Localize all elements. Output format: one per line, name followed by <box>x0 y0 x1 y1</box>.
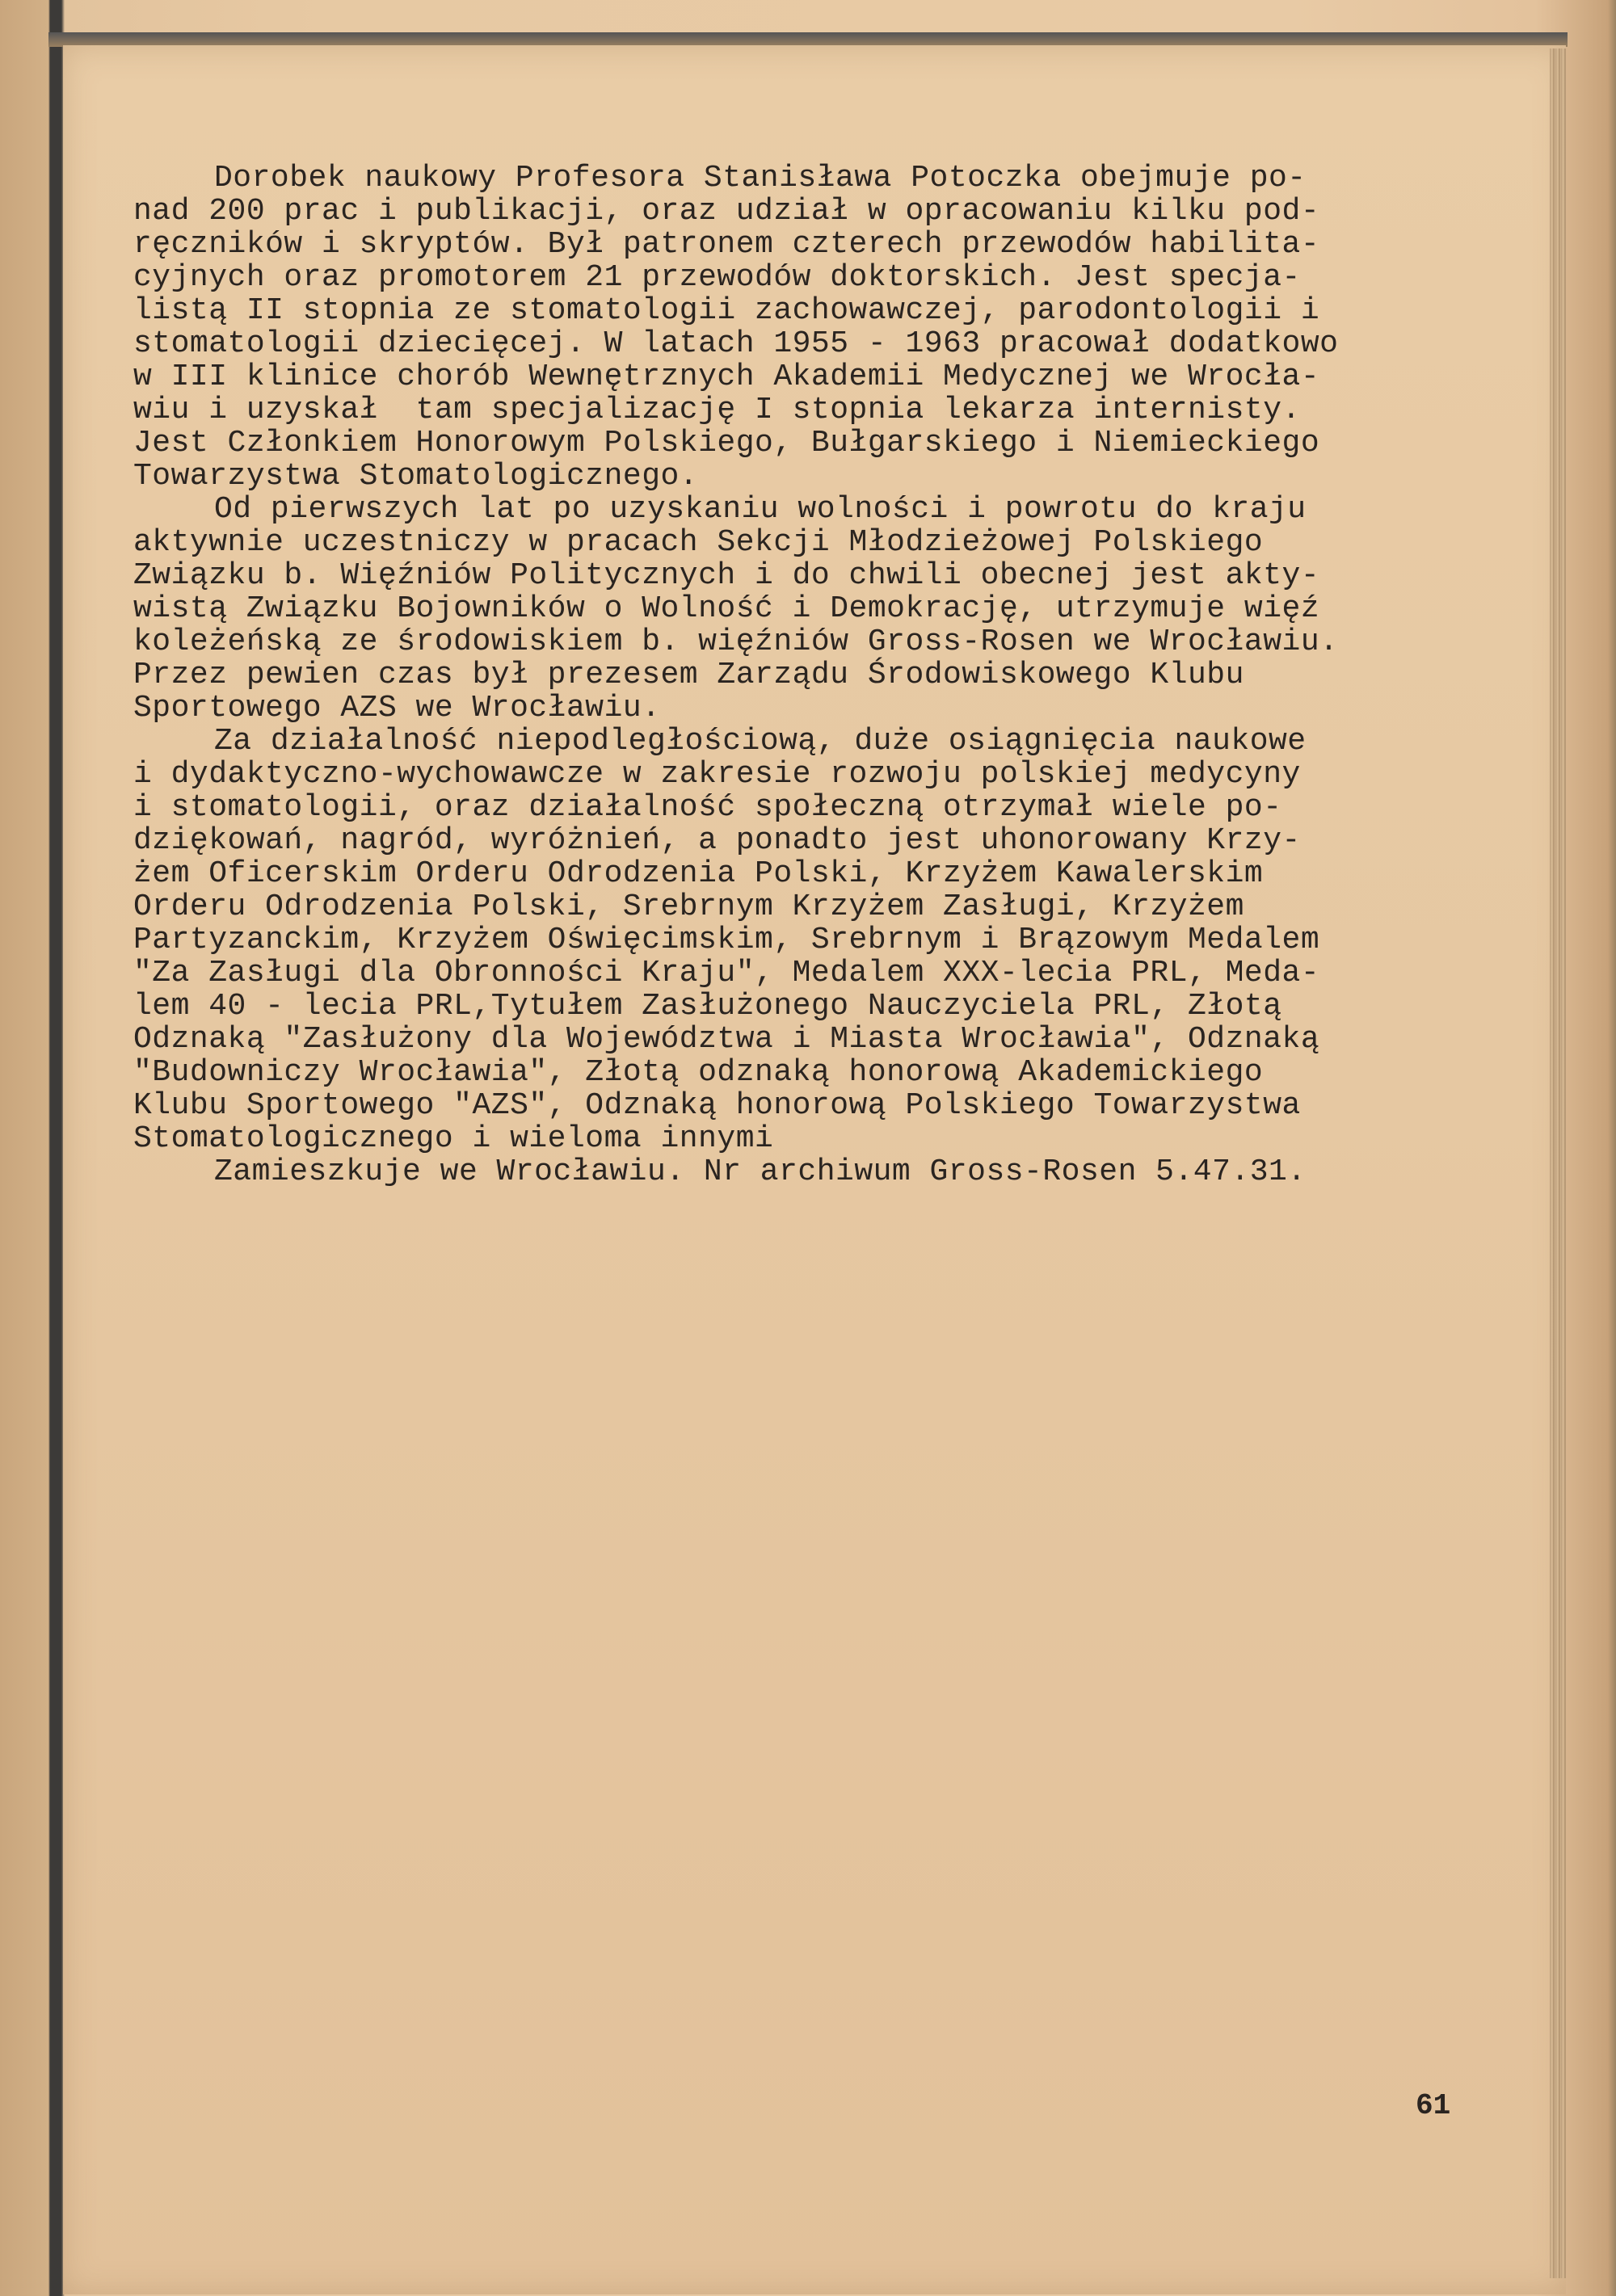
text-line: Odznaką "Zasłużony dla Województwa i Miasta Wrocławia", Odznaką <box>133 1022 1320 1057</box>
text-line: ręczników i skryptów. Był patronem czterech przewodów habilita- <box>133 227 1320 262</box>
text-line: "Budowniczy Wrocławia", Złotą odznaką honorową Akademickiego <box>133 1055 1264 1090</box>
text-line: cyjnych oraz promotorem 21 przewodów doktorskich. Jest specja- <box>133 260 1301 295</box>
text-line: Dorobek naukowy Profesora Stanisława Potoczka obejmuje po- <box>214 161 1307 196</box>
text-line: dziękowań, nagród, wyróżnień, a ponadto jest uhonorowany Krzy- <box>133 823 1301 858</box>
text-line: lem 40 - lecia PRL,Tytułem Zasłużonego Nauczyciela PRL, Złotą <box>133 989 1282 1024</box>
text-line: Związku b. Więźniów Politycznych i do chwili obecnej jest akty- <box>133 558 1320 593</box>
text-line: wiu i uzyskał tam specjalizację I stopnia lekarza internisty. <box>133 393 1301 427</box>
text-line: żem Oficerskim Orderu Odrodzenia Polski, Krzyżem Kawalerskim <box>133 856 1264 891</box>
text-line: Towarzystwa Stomatologicznego. <box>133 459 699 494</box>
page-stack-edge <box>1550 48 1566 2278</box>
text-line: Stomatologicznego i wieloma innymi <box>133 1121 774 1156</box>
text-line: aktywnie uczestniczy w pracach Sekcji Młodzieżowej Polskiego <box>133 525 1264 560</box>
text-line: w III klinice chorób Wewnętrznych Akademii Medycznej we Wrocła- <box>133 360 1320 394</box>
typewritten-text <box>133 162 1410 1188</box>
text-line: Przez pewien czas był prezesem Zarządu Środowiskowego Klubu <box>133 658 1244 692</box>
text-line: stomatologii dziecięcej. W latach 1955 - 1963 pracował dodatkowo <box>133 326 1339 361</box>
text-line: Orderu Odrodzenia Polski, Srebrnym Krzyżem Zasługi, Krzyżem <box>133 889 1244 924</box>
text-line: listą II stopnia ze stomatologii zachowawczej, parodontologii i <box>133 293 1320 328</box>
text-line: Za działalność niepodległościową, duże osiągnięcia naukowe <box>214 724 1307 759</box>
text-line: i dydaktyczno-wychowawcze w zakresie rozwoju polskiej medycyny <box>133 757 1301 792</box>
text-line: Zamieszkuje we Wrocławiu. Nr archiwum Gross-Rosen 5.47.31. <box>214 1154 1307 1189</box>
text-line: wistą Związku Bojowników o Wolność i Demokrację, utrzymuje więź <box>133 591 1320 626</box>
text-line: Jest Członkiem Honorowym Polskiego, Bułgarskiego i Niemieckiego <box>133 426 1320 460</box>
page-number: 61 <box>1416 2089 1451 2122</box>
text-line: Partyzanckim, Krzyżem Oświęcimskim, Srebrnym i Brązowym Medalem <box>133 923 1320 957</box>
text-line: nad 200 prac i publikacji, oraz udział w opracowaniu kilku pod- <box>133 194 1320 229</box>
text-line: "Za Zasługi dla Obronności Kraju", Medalem XXX-lecia PRL, Meda- <box>133 956 1320 990</box>
text-line: i stomatologii, oraz działalność społeczną otrzymał wiele po- <box>133 790 1282 825</box>
text-line: Klubu Sportowego "AZS", Odznaką honorową Polskiego Towarzystwa <box>133 1088 1301 1123</box>
text-line: koleżeńską ze środowiskiem b. więźniów Gross-Rosen we Wrocławiu. <box>133 624 1339 659</box>
text-line: Od pierwszych lat po uzyskaniu wolności i powrotu do kraju <box>214 492 1307 527</box>
text-line: Sportowego AZS we Wrocławiu. <box>133 691 661 725</box>
